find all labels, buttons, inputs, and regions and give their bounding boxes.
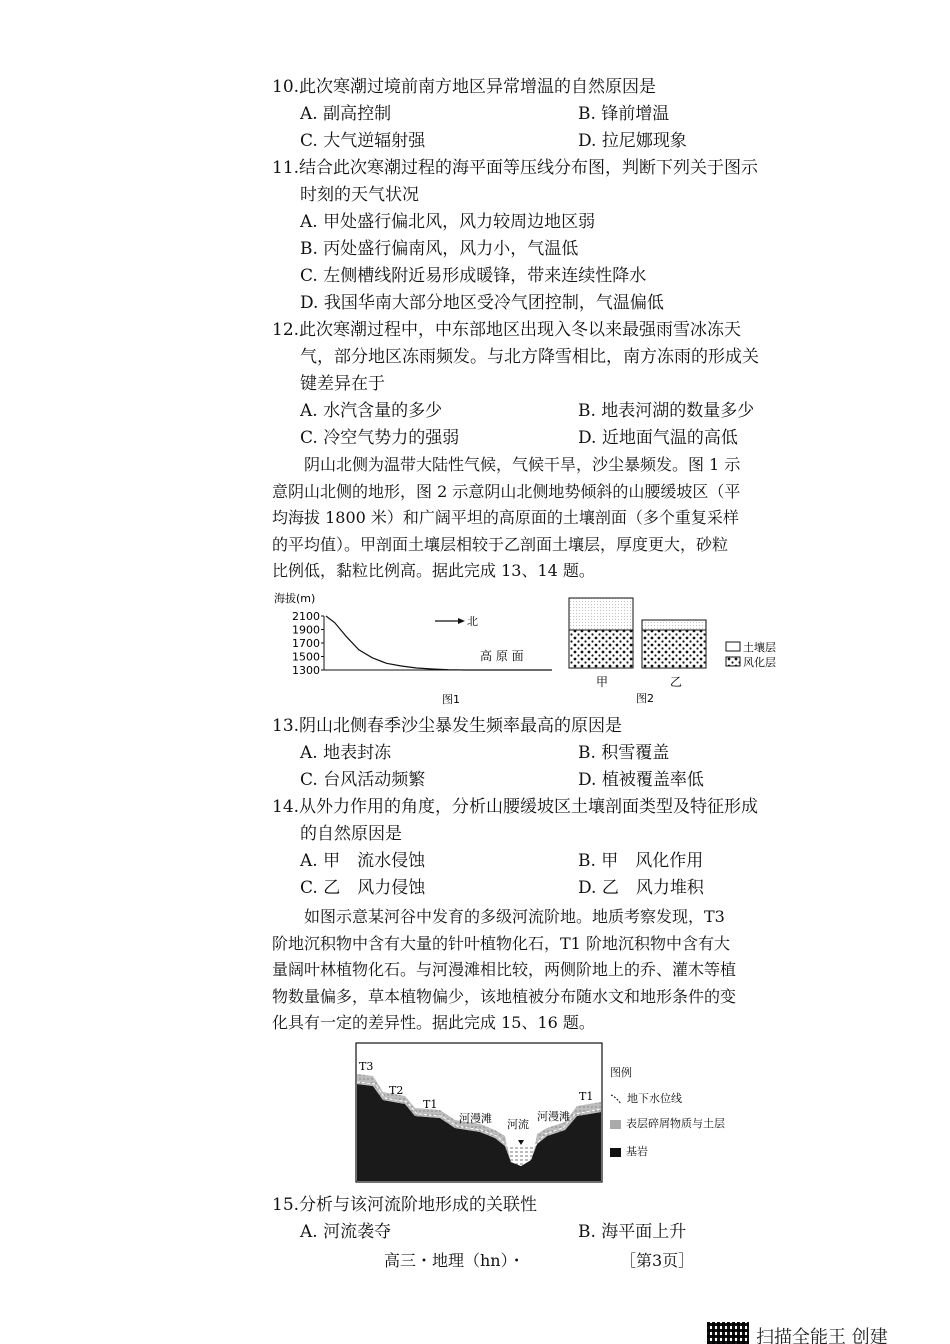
question-11-stem-line-2: 时刻的天气状况 (300, 185, 419, 205)
question-10-option-d: D. 拉尼娜现象 (578, 131, 687, 151)
bedrock-swatch-icon (610, 1148, 621, 1157)
figure-1-y-tick-label: 1300 (292, 664, 320, 677)
figure-1-y-ticks (292, 610, 324, 677)
figure-2-soil-profiles (566, 594, 788, 710)
profile-jia-weathered-layer (569, 630, 633, 668)
question-12-option-c: C. 冷空气势力的强弱 (300, 428, 460, 448)
passage-river-terrace-line: 阶地沉积物中含有大量的针叶植物化石，T1 阶地沉积物中含有大 (272, 933, 730, 953)
figure-1-ylabel: 海拔(m) (274, 592, 316, 605)
debris-swatch-icon (610, 1120, 621, 1129)
question-13-stem: 13.阴山北侧春季沙尘暴发生频率最高的原因是 (272, 716, 623, 736)
passage-yinshan (272, 452, 808, 585)
terrace-t1-right-label: T1 (579, 1090, 594, 1103)
qr-code-icon (707, 1322, 749, 1344)
passage-yinshan-line: 阴山北侧为温带大陆性气候，气候干旱，沙尘暴频发。图 1 示 (272, 455, 741, 474)
passage-river-terrace-line: 化具有一定的差异性。据此完成 15、16 题。 (272, 1013, 595, 1032)
figure-1-y-tick-label: 1900 (292, 623, 320, 637)
figure-1-caption: 图1 (442, 693, 460, 706)
question-13-option-c: C. 台风活动频繁 (300, 770, 426, 790)
profile-yi-weathered-layer (642, 630, 706, 668)
figure-1-y-tick-label: 1700 (292, 637, 320, 650)
legend-bedrock-label: 基岩 (626, 1145, 648, 1158)
question-12-option-a: A. 水汽含量的多少 (300, 401, 443, 421)
groundwater-line-icon (610, 1093, 622, 1105)
question-12-option-d: D. 近地面气温的高低 (578, 428, 738, 448)
profile-jia-label: 甲 (596, 675, 609, 689)
question-15-stem: 15.分析与该河流阶地形成的关联性 (272, 1195, 538, 1215)
profile-yi-soil-layer (642, 620, 706, 630)
question-12-option-b: B. 地表河湖的数量多少 (578, 401, 755, 421)
question-12-stem-line-2: 气，部分地区冻雨频发。与北方降雪相比，南方冻雨的形成关 (300, 347, 759, 367)
question-11-option-a: A. 甲处盛行偏北风，风力较周边地区弱 (300, 212, 596, 232)
legend-groundwater-label: 地下水位线 (627, 1092, 682, 1105)
passage-river-terrace-line: 物数量偏多，草本植物偏少，该地植被分布随水文和地形条件的变 (272, 986, 737, 1006)
passage-river-terrace (272, 904, 808, 1037)
legend-title: 图例 (610, 1066, 632, 1079)
question-12-stem-line-1: 12.此次寒潮过程中，中东部地区出现入冬以来最强雨雪冰冻天 (272, 320, 742, 340)
legend-weathered-label: 风化层 (743, 656, 776, 669)
legend-soil-swatch (726, 642, 740, 651)
question-13-option-d: D. 植被覆盖率低 (578, 770, 704, 790)
question-11-option-c: C. 左侧槽线附近易形成暖锋，带来连续性降水 (300, 266, 647, 286)
figure-2-caption: 图2 (636, 692, 654, 705)
question-11-option-b: B. 丙处盛行偏南风，风力小，气温低 (300, 239, 579, 259)
figure-1-north-label: 北 (467, 615, 478, 628)
question-15-option-b: B. 海平面上升 (578, 1222, 687, 1242)
passage-river-terrace-line: 如图示意某河谷中发育的多级河流阶地。地质考察发现，T3 (272, 907, 725, 926)
question-10-stem: 10.此次寒潮过境前南方地区异常增温的自然原因是 (272, 77, 657, 97)
figure-1-elevation-profile (270, 588, 560, 710)
question-14-option-b: B. 甲 风化作用 (578, 851, 704, 871)
passage-river-terrace-line: 量阔叶林植物化石。与河漫滩相比较，两侧阶地上的乔、灌木等植 (272, 960, 737, 979)
legend-item-debris (610, 1117, 760, 1131)
passage-yinshan-line: 均海拔 1800 米）和广阔平坦的高原面的土壤剖面（多个重复采样 (272, 508, 739, 527)
question-14-option-a: A. 甲 流水侵蚀 (300, 851, 426, 871)
passage-yinshan-line: 意阴山北侧的地形，图 2 示意阴山北侧地势倾斜的山腰缓坡区（平 (272, 481, 741, 501)
figure-1-plateau-label: 高 原 面 (480, 649, 524, 663)
river-label: 河流 (507, 1118, 529, 1131)
figure-1-north-arrow-head (458, 618, 465, 624)
terrace-t2-label: T2 (389, 1084, 404, 1097)
terrace-t3-label: T3 (359, 1060, 374, 1073)
floodplain-right-label: 河漫滩 (537, 1110, 570, 1123)
passage-yinshan-line: 比例低，黏粒比例高。据此完成 13、14 题。 (272, 561, 595, 580)
figure-1-y-tick-label: 2100 (292, 610, 320, 623)
question-11-option-d: D. 我国华南大部分地区受冷气团控制，气温偏低 (300, 293, 664, 313)
question-14-stem-line-2: 的自然原因是 (300, 824, 402, 844)
question-10-option-c: C. 大气逆辐射强 (300, 131, 426, 151)
terrace-t1-left-label: T1 (423, 1098, 438, 1111)
question-14-option-d: D. 乙 风力堆积 (578, 878, 704, 898)
legend-item-groundwater (610, 1092, 760, 1106)
question-13-option-a: A. 地表封冻 (300, 743, 392, 763)
page-footer-number: ［第3页］ (620, 1251, 695, 1270)
legend-soil-label: 土壤层 (743, 641, 776, 654)
passage-yinshan-line: 的平均值）。甲剖面土壤层相较于乙剖面土壤层，厚度更大，砂粒 (272, 534, 729, 554)
figure-1-y-tick-label: 1500 (292, 650, 320, 664)
floodplain-left-label: 河漫滩 (459, 1112, 492, 1125)
legend-weathered-swatch (726, 657, 740, 666)
question-13-option-b: B. 积雪覆盖 (578, 743, 670, 763)
legend-item-bedrock (610, 1145, 760, 1159)
legend-debris-label: 表层碎屑物质与土层 (626, 1117, 725, 1130)
question-14-option-c: C. 乙 风力侵蚀 (300, 878, 426, 898)
scan-watermark: 扫描全能王 创建 (756, 1327, 888, 1344)
question-10-option-b: B. 锋前增温 (578, 104, 670, 124)
figure-river-terraces-legend (610, 1066, 760, 1159)
question-11-stem-line-1: 11.结合此次寒潮过程的海平面等压线分布图，判断下列关于图示 (272, 158, 759, 178)
question-14-stem-line-1: 14.从外力作用的角度，分析山腰缓坡区土壤剖面类型及特征形成 (272, 797, 759, 817)
figure-river-terraces (355, 1042, 605, 1184)
question-12-stem-line-3: 键差异在于 (300, 374, 385, 394)
question-15-option-a: A. 河流袭夺 (300, 1222, 392, 1242)
question-10-option-a: A. 副高控制 (300, 104, 392, 124)
profile-jia-soil-layer (569, 598, 633, 630)
profile-yi-label: 乙 (670, 675, 683, 689)
page-footer-subject: 高三・地理（hn）・ (384, 1251, 525, 1270)
